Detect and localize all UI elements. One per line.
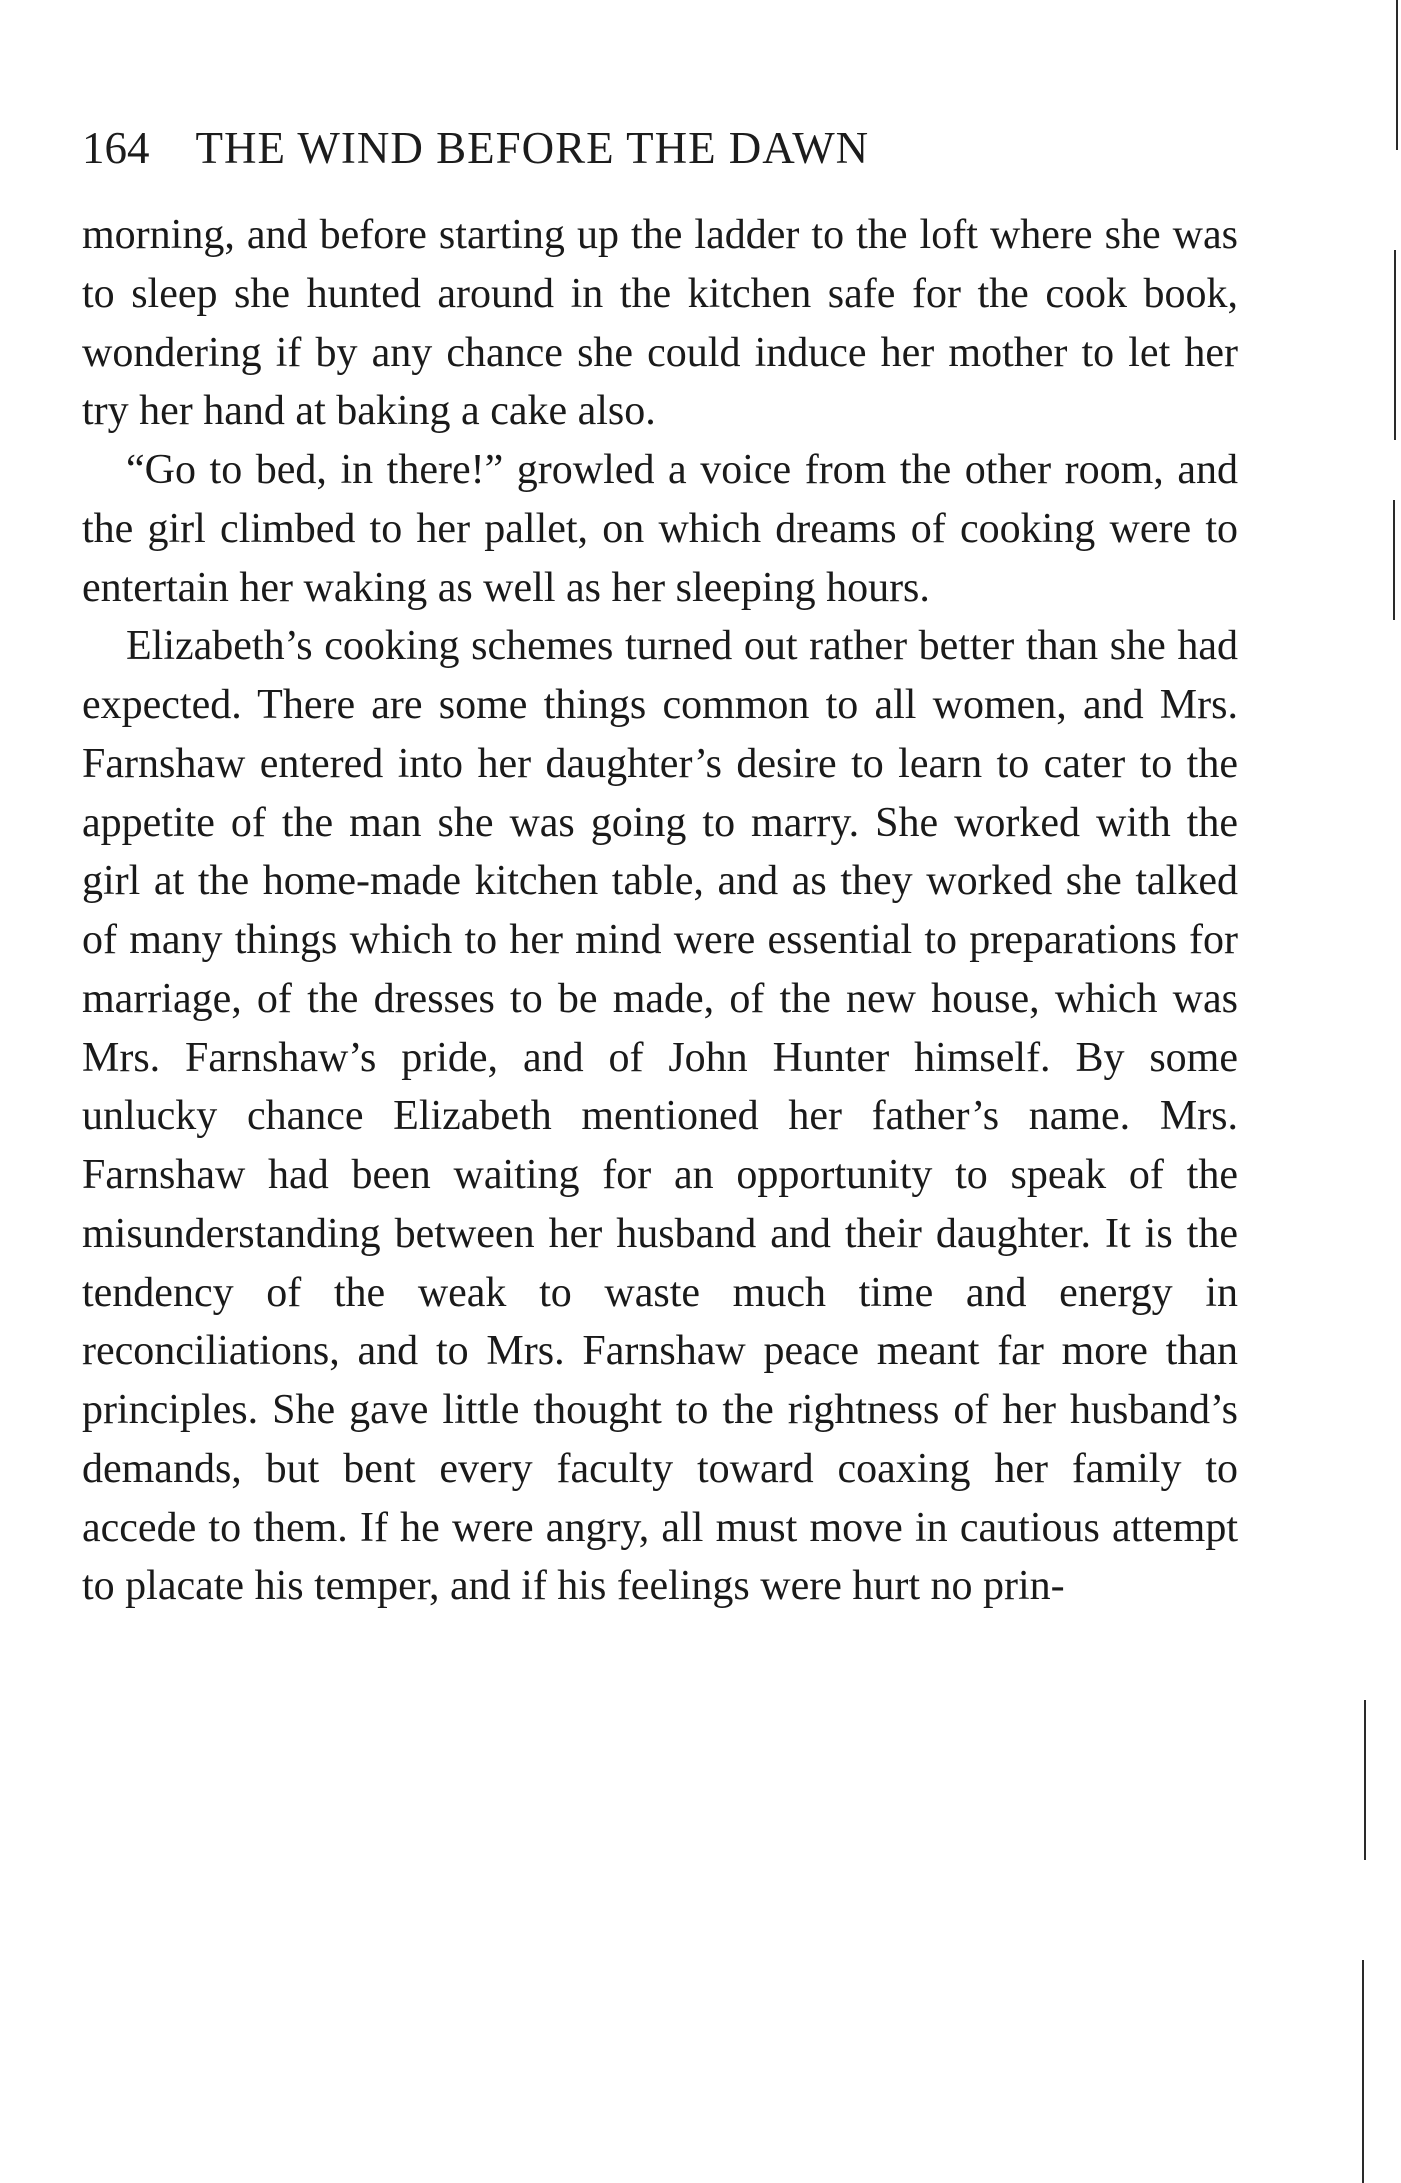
paragraph-3: Elizabeth’s cooking schemes turned out rather better than she had expected. There are some things common to all women, and Mrs. Farnshaw entered into her daughter’s desire to learn to cater to the appetite of the man she was going to marry. She worked with the girl at the home-made kitchen table, and as they worked she talked of many things which to her mind were essential to preparations for marriage, of the dresses to be made, of the new house, which was Mrs. Farnshaw’s pride, and of John Hunter himself. By some unlucky chance Elizabeth mentioned her father’s name. Mrs. Farnshaw had been waiting for an opportunity to speak of the misunderstanding between her husband and their daughter. It is the tendency of the weak to waste much time and energy in reconciliations, and to Mrs. Farnshaw peace meant far more than principles. She gave little thought to the rightness of her husband’s demands, but bent every faculty toward coaxing her family to accede to them. If he were angry, all must move in cautious attempt to placate his temper, and if his feelings were hurt no prin- (82, 623, 1238, 1610)
body-text (82, 206, 1238, 1616)
page-number: 164 (82, 123, 150, 173)
scan-edge-mark (1364, 1700, 1366, 1860)
scan-edge-mark (1393, 500, 1395, 620)
book-title: THE WIND BEFORE THE DAWN (195, 123, 870, 173)
paragraph-1: morning, and before starting up the ladder to the loft where she was to sleep she hunted around in the kitchen safe for the cook book, wondering if by any chance she could induce her mother to let her try her hand at baking a cake also. (82, 212, 1238, 435)
paragraph-2: “Go to bed, in there!” growled a voice from the other room, and the girl climbed to her pallet, on which dreams of cooking were to entertain her waking as well as her sleeping hours. (82, 447, 1238, 611)
scan-edge-mark (1362, 1960, 1364, 2183)
running-head (82, 118, 1262, 178)
scan-edge-mark (1396, 0, 1398, 150)
scan-edge-mark (1394, 250, 1396, 440)
